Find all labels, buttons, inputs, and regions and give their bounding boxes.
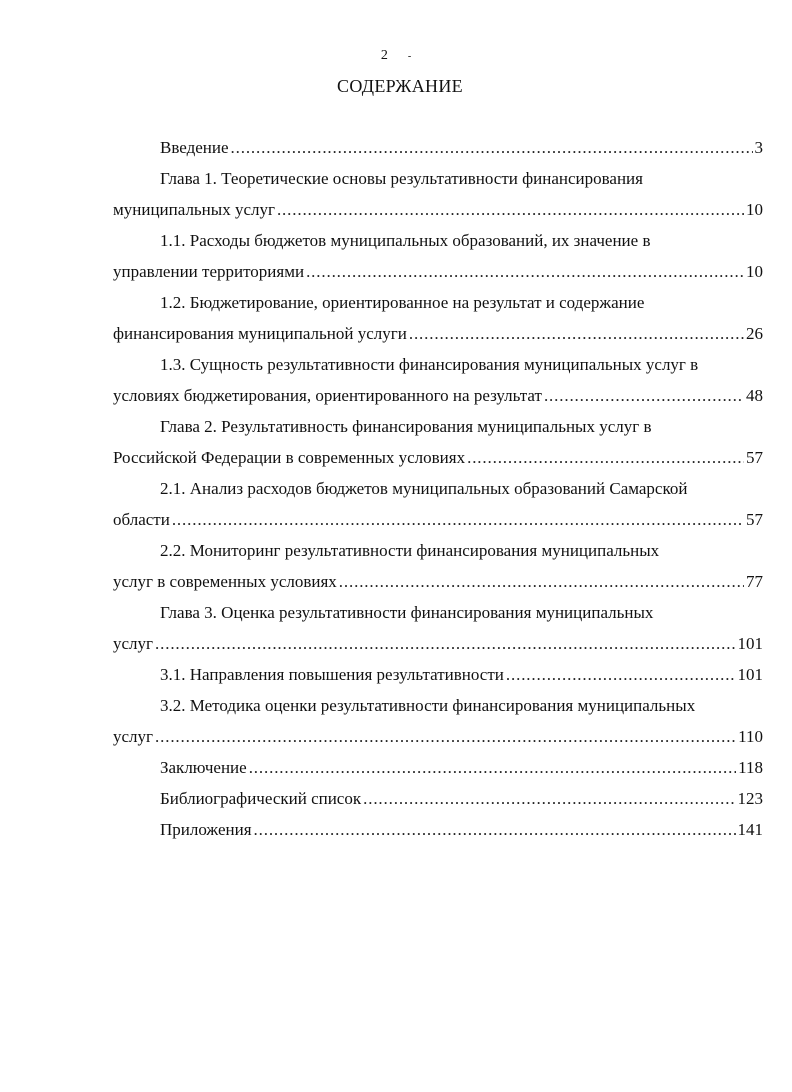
toc-entry-section-2-2-line2[interactable] xyxy=(113,572,763,603)
toc-entry-appendix[interactable] xyxy=(113,820,763,851)
toc-entry-page: 110 xyxy=(738,727,763,746)
table-of-contents xyxy=(113,138,763,851)
toc-entry-chapter-2-line1[interactable] xyxy=(113,417,763,448)
toc-entry-page: 48 xyxy=(746,386,763,405)
toc-entry-section-3-1[interactable] xyxy=(113,665,763,696)
toc-entry-text: услуг в современных условиях xyxy=(113,572,337,591)
toc-entry-text: 1.2. Бюджетирование, ориентированное на результат и содержание xyxy=(160,293,645,312)
toc-leader-dots xyxy=(277,200,744,220)
toc-entry-text: 1.1. Расходы бюджетов муниципальных образований, их значение в xyxy=(160,231,651,250)
toc-entry-text: 2.2. Мониторинг результативности финансирования муниципальных xyxy=(160,541,660,560)
page-number-value: 2 xyxy=(380,48,388,63)
toc-entry-section-1-1-line1[interactable] xyxy=(113,231,763,262)
page-number xyxy=(0,48,792,64)
toc-entry-bibliography[interactable] xyxy=(113,789,763,820)
toc-entry-section-2-1-line1[interactable] xyxy=(113,479,763,510)
toc-leader-dots xyxy=(363,789,735,809)
toc-leader-dots xyxy=(249,758,736,778)
toc-entry-text: области xyxy=(113,510,170,529)
page-title: СОДЕРЖАНИЕ xyxy=(337,76,463,96)
toc-entry-page: 10 xyxy=(746,200,763,219)
toc-entry-section-1-3-line2[interactable] xyxy=(113,386,763,417)
toc-entry-text: Приложения xyxy=(160,820,252,839)
toc-entry-section-3-2-line1[interactable] xyxy=(113,696,763,727)
toc-entry-section-1-3-line1[interactable] xyxy=(113,355,763,386)
toc-leader-dots xyxy=(254,820,736,840)
toc-leader-dots xyxy=(306,262,744,282)
toc-entry-page: 57 xyxy=(746,448,763,467)
toc-entry-text: финансирования муниципальной услуги xyxy=(113,324,407,343)
toc-entry-page: 118 xyxy=(738,758,763,777)
toc-entry-section-3-2-line2[interactable] xyxy=(113,727,763,758)
toc-entry-text: Глава 2. Результативность финансирования муниципальных услуг в xyxy=(160,417,652,436)
toc-leader-dots xyxy=(506,665,736,685)
toc-entry-text: муниципальных услуг xyxy=(113,200,275,219)
toc-entry-text: Российской Федерации в современных условиях xyxy=(113,448,466,467)
toc-entry-page: 101 xyxy=(737,634,763,653)
toc-entry-intro[interactable] xyxy=(113,138,763,169)
toc-leader-dots xyxy=(155,634,735,654)
toc-leader-dots xyxy=(544,386,744,406)
toc-entry-page: 26 xyxy=(746,324,763,343)
toc-entry-section-2-1-line2[interactable] xyxy=(113,510,763,541)
toc-entry-text: Введение xyxy=(160,138,229,157)
toc-entry-text: 3.1. Направления повышения результативности xyxy=(160,665,504,684)
toc-entry-text: условиях бюджетирования, ориентированного на результат xyxy=(113,386,542,405)
toc-leader-dots xyxy=(409,324,744,344)
toc-leader-dots xyxy=(339,572,744,592)
toc-leader-dots xyxy=(231,138,753,158)
toc-entry-page: 3 xyxy=(754,138,763,157)
toc-entry-text: услуг xyxy=(113,727,154,746)
toc-entry-section-1-2-line2[interactable] xyxy=(113,324,763,355)
toc-entry-chapter-2-line2[interactable] xyxy=(113,448,763,479)
page-number-dash: - xyxy=(407,51,412,62)
toc-leader-dots xyxy=(467,448,744,468)
toc-entry-text: Заключение xyxy=(160,758,247,777)
toc-entry-text: Глава 1. Теоретические основы результативности финансирования xyxy=(160,169,643,188)
toc-entry-section-1-1-line2[interactable] xyxy=(113,262,763,293)
toc-entry-section-2-2-line1[interactable] xyxy=(113,541,763,572)
toc-entry-page: 141 xyxy=(737,820,763,839)
toc-entry-conclusion[interactable] xyxy=(113,758,763,789)
toc-entry-page: 123 xyxy=(737,789,763,808)
toc-entry-text: Библиографический список xyxy=(160,789,362,808)
toc-entry-chapter-3-line1[interactable] xyxy=(113,603,763,634)
toc-entry-chapter-1-line2[interactable] xyxy=(113,200,763,231)
toc-entry-text: 1.3. Сущность результативности финансирования муниципальных услуг в xyxy=(160,355,699,374)
toc-entry-chapter-1-line1[interactable] xyxy=(113,169,763,200)
toc-entry-text: 2.1. Анализ расходов бюджетов муниципальных образований Самарской xyxy=(160,479,688,498)
toc-entry-text: управлении территориями xyxy=(113,262,305,281)
toc-entry-page: 77 xyxy=(746,572,763,591)
toc-leader-dots xyxy=(155,727,736,747)
toc-entry-section-1-2-line1[interactable] xyxy=(113,293,763,324)
toc-entry-text: услуг xyxy=(113,634,154,653)
toc-entry-page: 10 xyxy=(746,262,763,281)
toc-entry-chapter-3-line2[interactable] xyxy=(113,634,763,665)
toc-entry-page: 101 xyxy=(737,665,763,684)
toc-entry-page: 57 xyxy=(746,510,763,529)
toc-entry-text: Глава 3. Оценка результативности финансирования муниципальных xyxy=(160,603,654,622)
toc-leader-dots xyxy=(172,510,744,530)
toc-entry-text: 3.2. Методика оценки результативности финансирования муниципальных xyxy=(160,696,696,715)
